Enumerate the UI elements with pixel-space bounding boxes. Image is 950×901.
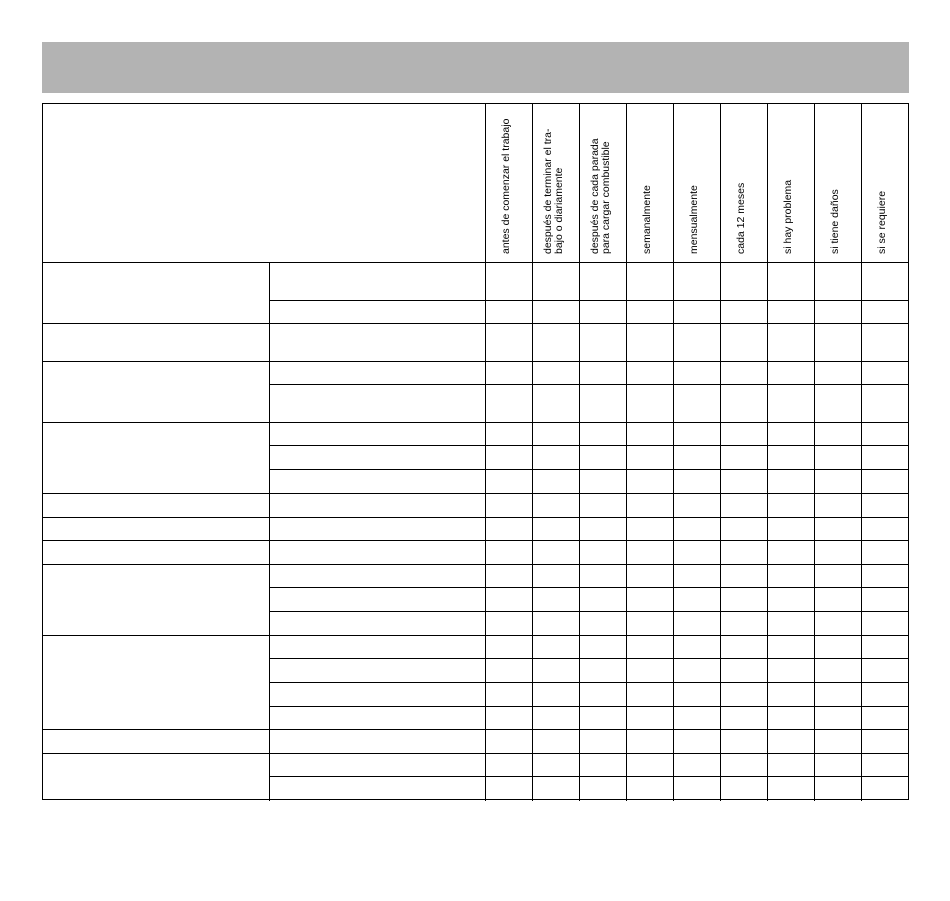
column-header-text (542, 104, 565, 254)
table-row-label (273, 612, 481, 636)
column-header-line: semanalmente (641, 185, 653, 254)
column-divider (532, 262, 533, 801)
column-header-line: después de terminar el tra- (542, 128, 554, 254)
title-bar (42, 42, 909, 93)
table-row-label (273, 683, 481, 707)
table-row-label (273, 301, 481, 324)
group-label (47, 636, 265, 730)
column-header-c2 (532, 104, 579, 262)
column-header-c5 (673, 104, 720, 262)
column-header-line: cada 12 meses (735, 182, 747, 254)
column-header-line: antes de comenzar el trabajo (500, 118, 512, 254)
column-divider (767, 262, 768, 801)
table-row-label (273, 494, 481, 518)
header-column-divider (673, 104, 674, 262)
table-row-label (273, 659, 481, 683)
column-header-text (735, 104, 747, 254)
group-label (47, 541, 265, 565)
column-header-c7 (767, 104, 814, 262)
header-column-divider (814, 104, 815, 262)
table-row-label (273, 588, 481, 612)
column-header-c4 (626, 104, 673, 262)
group-label (47, 362, 265, 423)
table-row-label (273, 754, 481, 777)
column-divider (861, 262, 862, 801)
column-divider (814, 262, 815, 801)
column-header-line: si tiene daños (829, 189, 841, 254)
group-label (47, 518, 265, 541)
table-row-label (273, 730, 481, 754)
column-header-line: si se requiere (876, 190, 888, 254)
header-column-divider (485, 104, 486, 262)
group-label (47, 263, 265, 324)
group-label (47, 324, 265, 362)
header-column-divider (579, 104, 580, 262)
group-label (47, 423, 265, 494)
column-header-text (589, 104, 612, 254)
column-header-line: bajo o diariamente (553, 167, 565, 254)
table-row-label (273, 565, 481, 588)
header-column-divider (720, 104, 721, 262)
column-divider (673, 262, 674, 801)
table-row-label (273, 636, 481, 659)
table-row-label (273, 423, 481, 446)
column-header-line: para cargar combustible (600, 141, 612, 254)
column-header-c6 (720, 104, 767, 262)
column-divider (579, 262, 580, 801)
column-header-line: si hay problema (782, 179, 794, 254)
header-column-divider (532, 104, 533, 262)
column-header-c3 (579, 104, 626, 262)
column-header-text (500, 104, 512, 254)
column-divider (626, 262, 627, 801)
column-header-c8 (814, 104, 861, 262)
table-row-label (273, 324, 481, 362)
maintenance-schedule-table (42, 103, 909, 800)
column-header-text (641, 104, 653, 254)
group-label (47, 565, 265, 636)
group-label (47, 494, 265, 518)
column-divider (485, 262, 486, 801)
group-label (47, 730, 265, 754)
header-column-divider (626, 104, 627, 262)
table-row-label (273, 541, 481, 565)
table-row-label (273, 470, 481, 494)
header-column-divider (861, 104, 862, 262)
table-row-label (273, 518, 481, 541)
column-header-line: mensualmente (688, 185, 700, 254)
column-header-c1 (485, 104, 532, 262)
table-row-label (273, 446, 481, 470)
column-header-text (876, 104, 888, 254)
table-row-label (273, 362, 481, 385)
column-header-text (688, 104, 700, 254)
column-header-text (829, 104, 841, 254)
table-row-label (273, 385, 481, 423)
column-header-line: después de cada parada (589, 138, 601, 254)
column-header-text (782, 104, 794, 254)
table-row-label (273, 707, 481, 730)
column-divider (269, 262, 270, 801)
table-row-label (273, 263, 481, 301)
table-row-label (273, 777, 481, 801)
column-divider (720, 262, 721, 801)
column-header-c9 (861, 104, 908, 262)
header-column-divider (767, 104, 768, 262)
group-label (47, 754, 265, 801)
